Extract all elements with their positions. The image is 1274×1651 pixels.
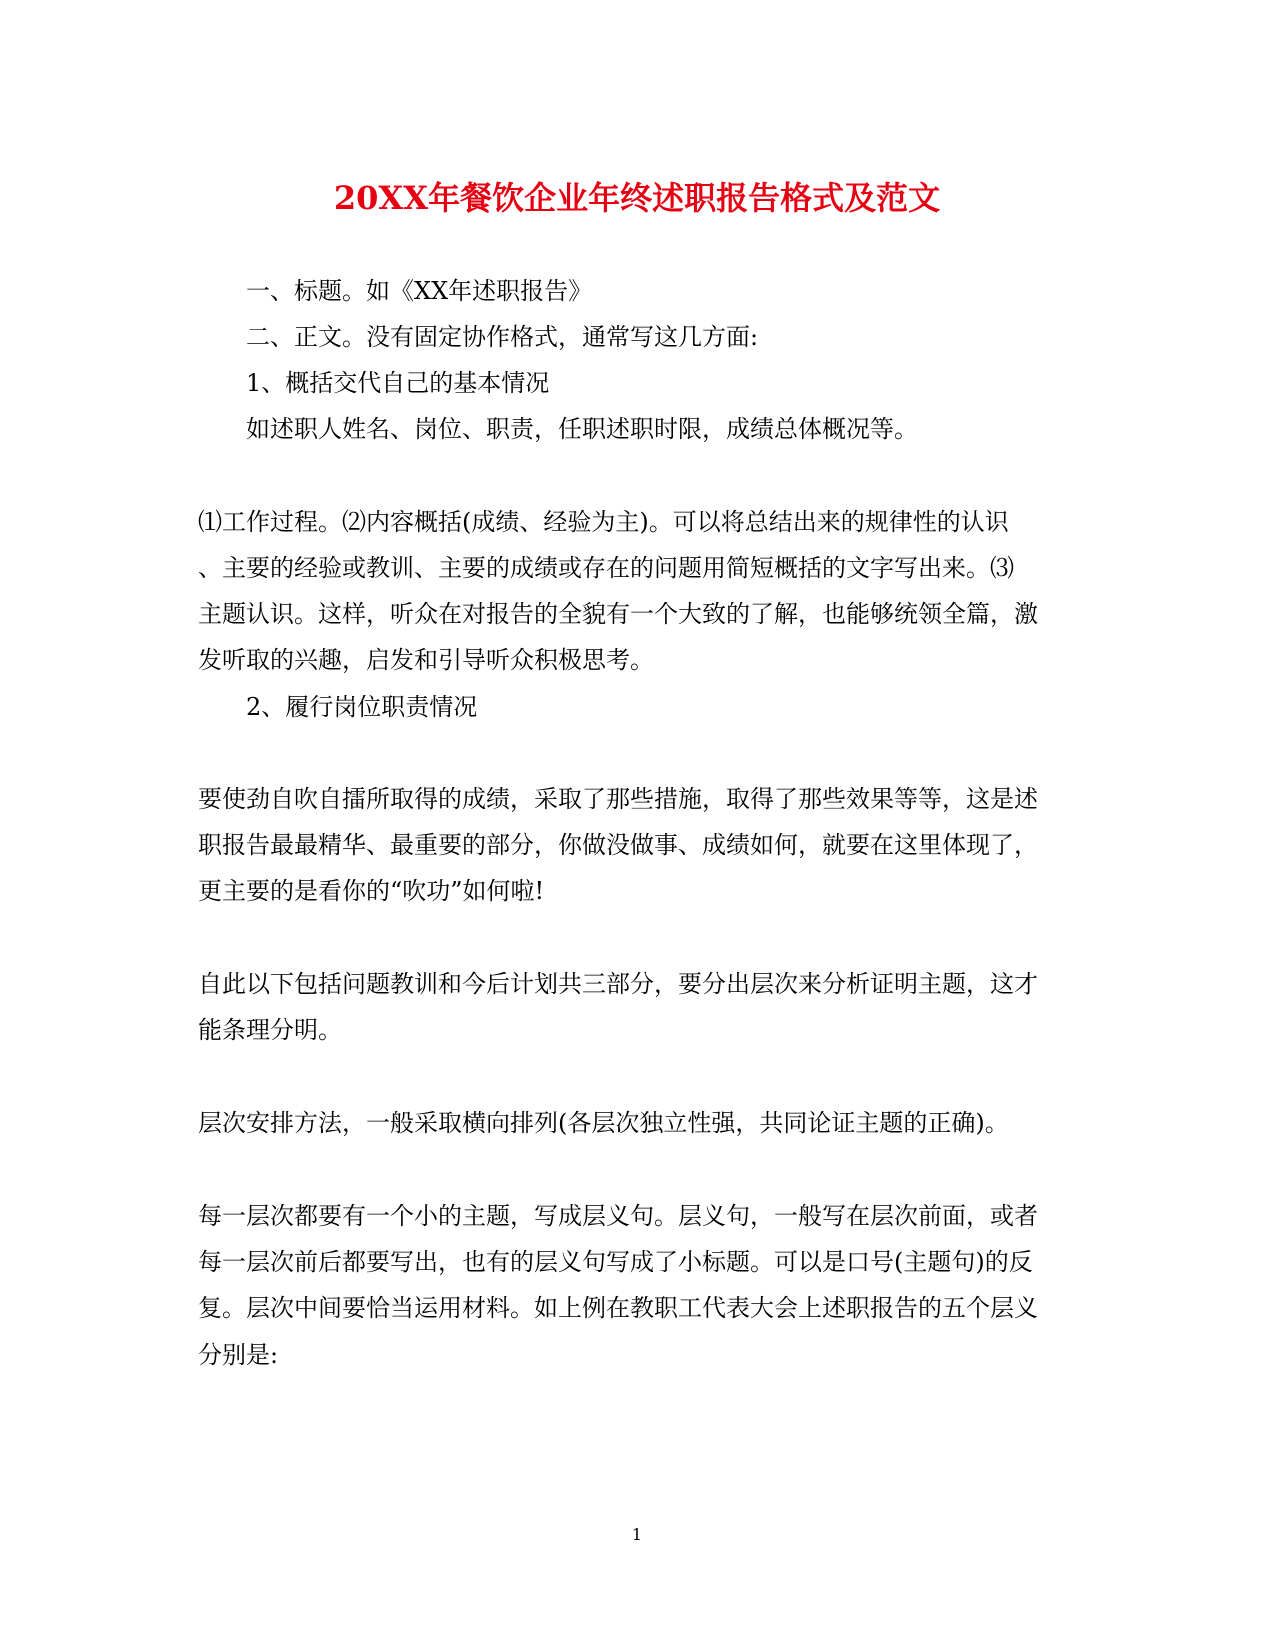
text-line: 二、正文。没有固定协作格式，通常写这几方面: (246, 323, 759, 351)
text-line: 层次安排方法，一般采取横向排列(各层次独立性强，共同论证主题的正确)。 (198, 1109, 1009, 1137)
text-line: 发听取的兴趣，启发和引导听众积极思考。 (198, 646, 654, 674)
text-line: 分别是: (198, 1341, 279, 1369)
text-line: 复。层次中间要恰当运用材料。如上例在教职工代表大会上述职报告的五个层义 (198, 1294, 1038, 1322)
text-line: 每一层次都要有一个小的主题，写成层义句。层义句，一般写在层次前面，或者 (198, 1202, 1038, 1230)
text-line: ⑴工作过程。⑵内容概括(成绩、经验为主)。可以将总结出来的规律性的认识 (198, 508, 1009, 536)
text-line: 、主要的经验或教训、主要的成绩或存在的问题用简短概括的文字写出来。⑶ (198, 554, 1014, 582)
text-line: 能条理分明。 (198, 1016, 342, 1044)
text-line: 1、概括交代自己的基本情况 (246, 369, 550, 397)
text-line: 每一层次前后都要写出，也有的层义句写成了小标题。可以是口号(主题句)的反 (198, 1248, 1033, 1276)
text-line: 一、标题。如《XX年述职报告》 (246, 277, 593, 305)
text-line: 自此以下包括问题教训和今后计划共三部分，要分出层次来分析证明主题，这才 (198, 970, 1038, 998)
page-number: 1 (631, 1525, 643, 1544)
text-line: 2、履行岗位职责情况 (246, 693, 478, 721)
text-line: 职报告最最精华、最重要的部分，你做没做事、成绩如何，就要在这里体现了， (198, 831, 1038, 859)
document-title: 20XX年餐饮企业年终述职报告格式及范文 (333, 179, 941, 217)
text-line: 更主要的是看你的“吹功”如何啦! (198, 877, 545, 905)
text-line: 要使劲自吹自擂所取得的成绩，采取了那些措施，取得了那些效果等等，这是述 (198, 785, 1038, 813)
text-line: 主题认识。这样，听众在对报告的全貌有一个大致的了解，也能够统领全篇，激 (198, 600, 1038, 628)
text-line: 如述职人姓名、岗位、职责，任职述职时限，成绩总体概况等。 (246, 415, 918, 443)
